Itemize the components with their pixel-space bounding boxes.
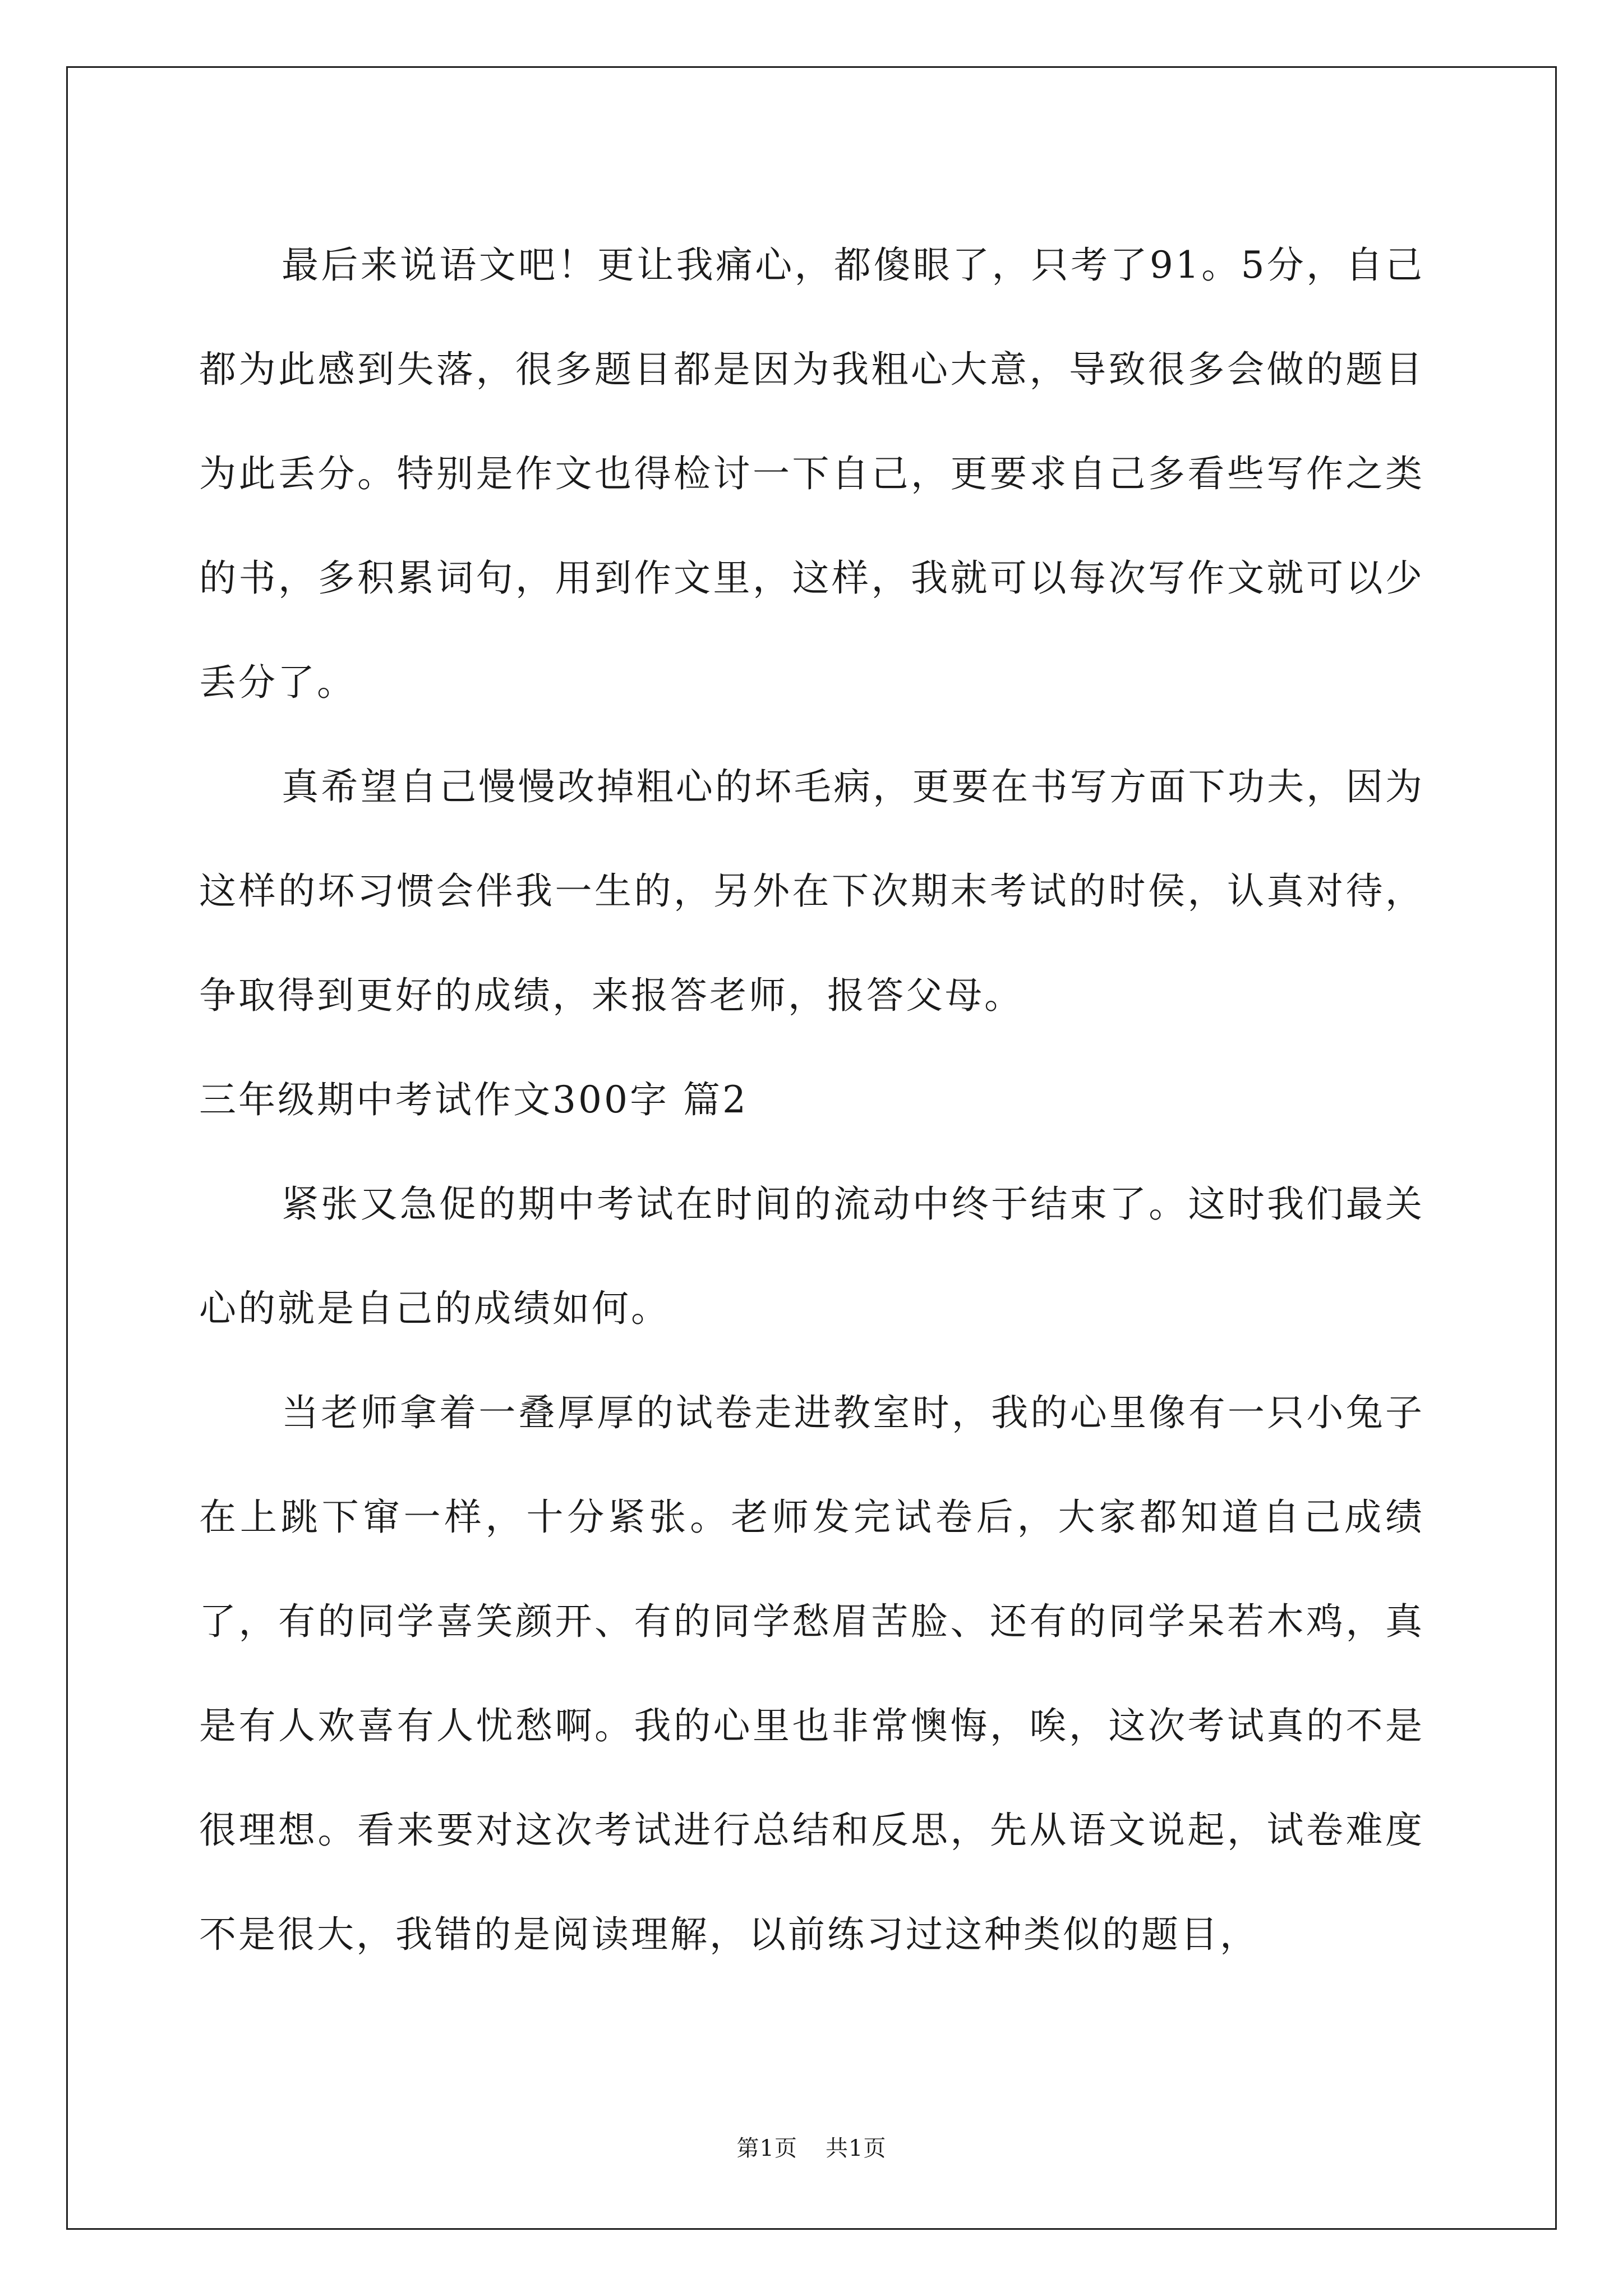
- document-body: [199, 213, 1424, 1987]
- paragraph: 最后来说语文吧！更让我痛心，都傻眼了，只考了91。5分，自己都为此感到失落，很多题目都是因为我粗心大意，导致很多会做的题目为此丢分。特别是作文也得检讨一下自己，更要求自己多看些写作之类的书，多积累词句，用到作文里，这样，我就可以每次写作文就可以少丢分了。: [199, 243, 1424, 704]
- paragraph: 紧张又急促的期中考试在时间的流动中终于结束了。这时我们最关心的就是自己的成绩如何。: [199, 1182, 1424, 1330]
- paragraph: 真希望自己慢慢改掉粗心的坏毛病，更要在书写方面下功夫，因为这样的坏习惯会伴我一生的，另外在下次期末考试的时侯，认真对待，争取得到更好的成绩，来报答老师，报答父母。: [199, 765, 1424, 1017]
- page-number: 第1页: [736, 2136, 797, 2161]
- section-heading: 三年级期中考试作文300字 篇2: [199, 1078, 748, 1121]
- page-total: 共1页: [826, 2136, 887, 2161]
- page-footer: [0, 2132, 1623, 2165]
- paragraph: 当老师拿着一叠厚厚的试卷走进教室时，我的心里像有一只小兔子在上跳下窜一样，十分紧张。老师发完试卷后，大家都知道自己成绩了，有的同学喜笑颜开、有的同学愁眉苦脸、还有的同学呆若木鸡，真是有人欢喜有人忧愁啊。我的心里也非常懊悔，唉，这次考试真的不是很理想。看来要对这次考试进行总结和反思，先从语文说起，试卷难度不是很大，我错的是阅读理解，以前练习过这种类似的题目，: [199, 1391, 1424, 1956]
